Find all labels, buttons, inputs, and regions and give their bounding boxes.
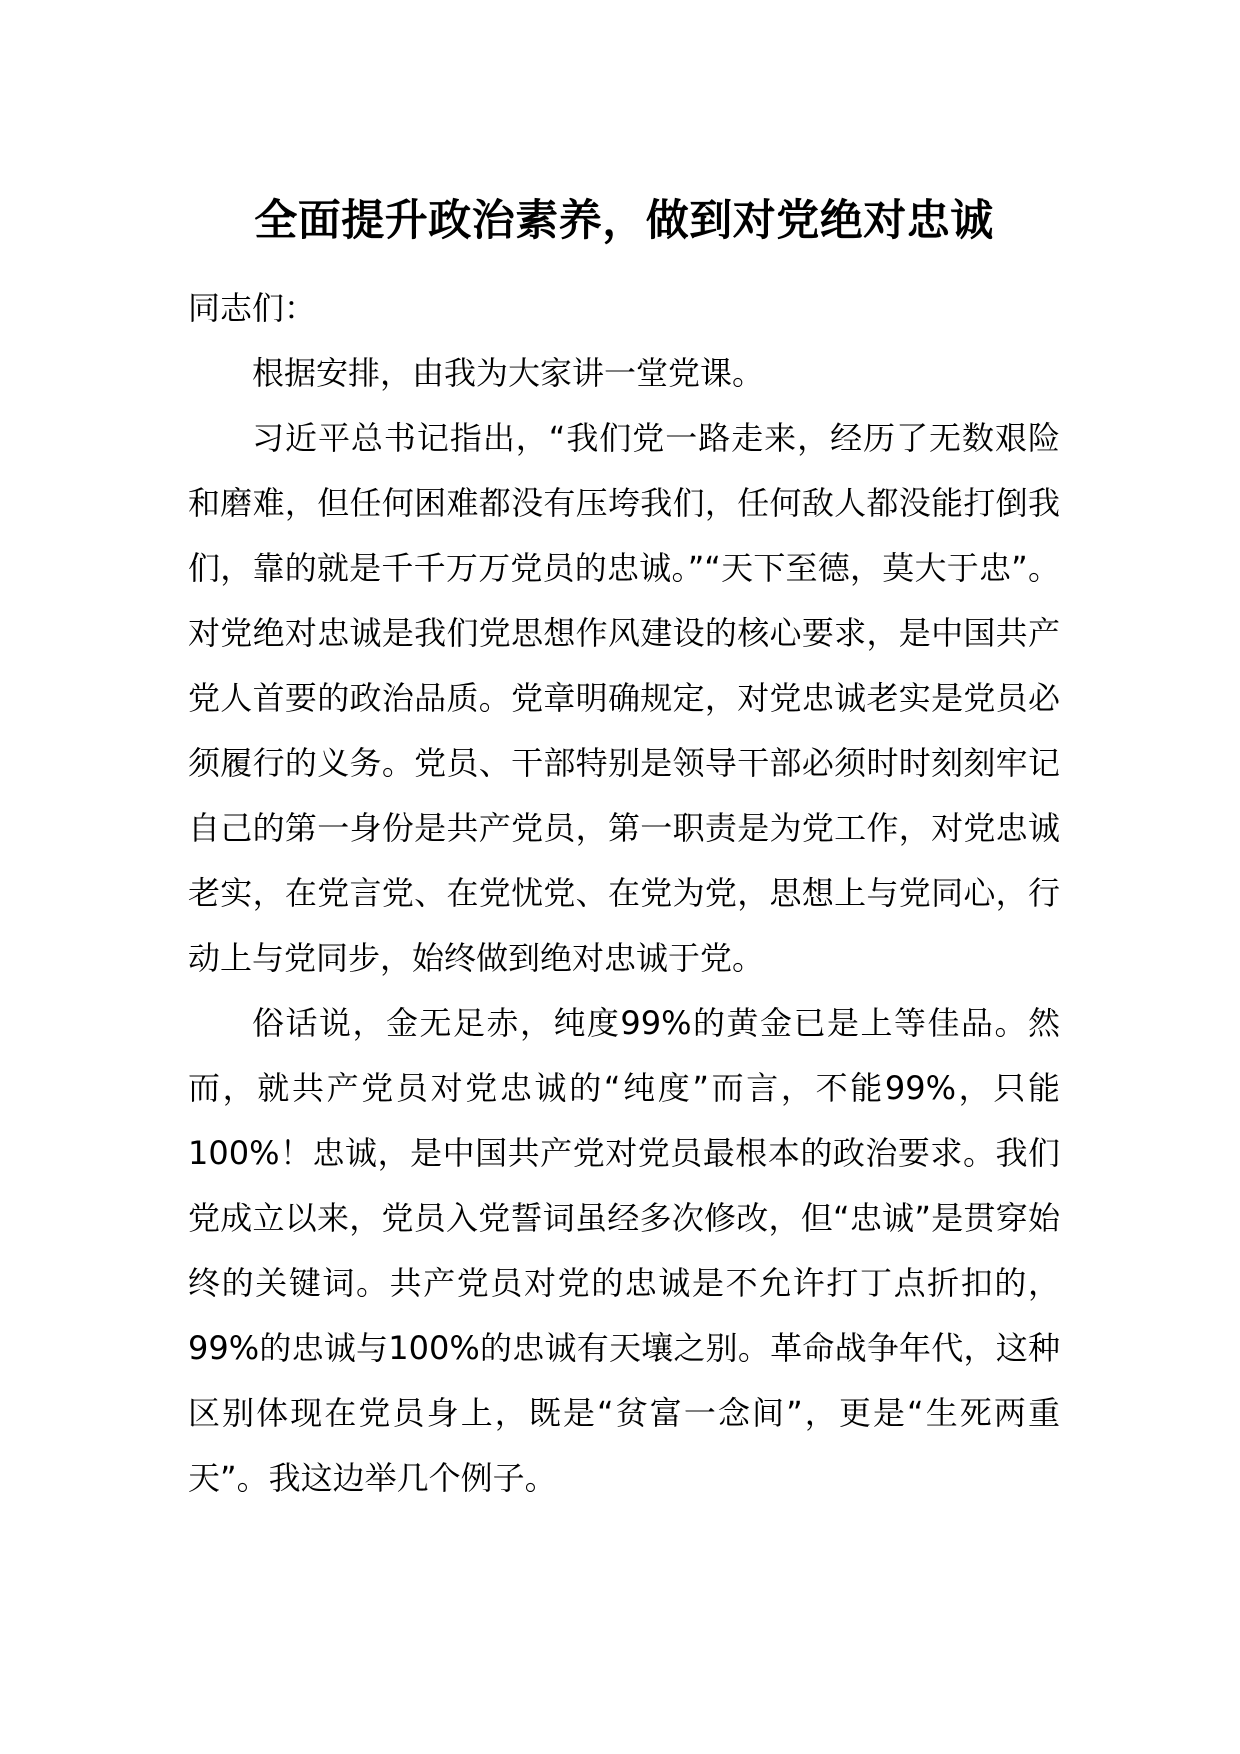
document-body [188,190,1060,1511]
document-title: 全面提升政治素养，做到对党绝对忠诚 [254,196,994,246]
salutation: 同志们： [188,289,317,327]
paragraph-intro: 根据安排，由我为大家讲一堂党课。 [252,354,765,392]
paragraph-purity: 俗话说，金无足赤，纯度99%的黄金已是上等佳品。然而，就共产党员对党忠诚的“纯度”而言，不能99%，只能100%！忠诚，是中国共产党对党员最根本的政治要求。我们党成立以来，党员入党誓词虽经多次修改，但“忠诚”是贯穿始终的关键词。共产党员对党的忠诚是不允许打丁点折扣的，99%的忠诚与100%的忠诚有天壤之别。革命战争年代，这种区别体现在党员身上，既是“贫富一念间”，更是“生死两重天”。我这边举几个例子。 [188,1004,1060,1497]
paragraph-loyalty: 习近平总书记指出，“我们党一路走来，经历了无数艰险和磨难，但任何困难都没有压垮我们，任何敌人都没能打倒我们，靠的就是千千万万党员的忠诚。”“天下至德，莫大于忠”。对党绝对忠诚是我们党思想作风建设的核心要求，是中国共产党人首要的政治品质。党章明确规定，对党忠诚老实是党员必须履行的义务。党员、干部特别是领导干部必须时时刻刻牢记自己的第一身份是共产党员，第一职责是为党工作，对党忠诚老实，在党言党、在党忧党、在党为党，思想上与党同心，行动上与党同步，始终做到绝对忠诚于党。 [188,419,1060,977]
